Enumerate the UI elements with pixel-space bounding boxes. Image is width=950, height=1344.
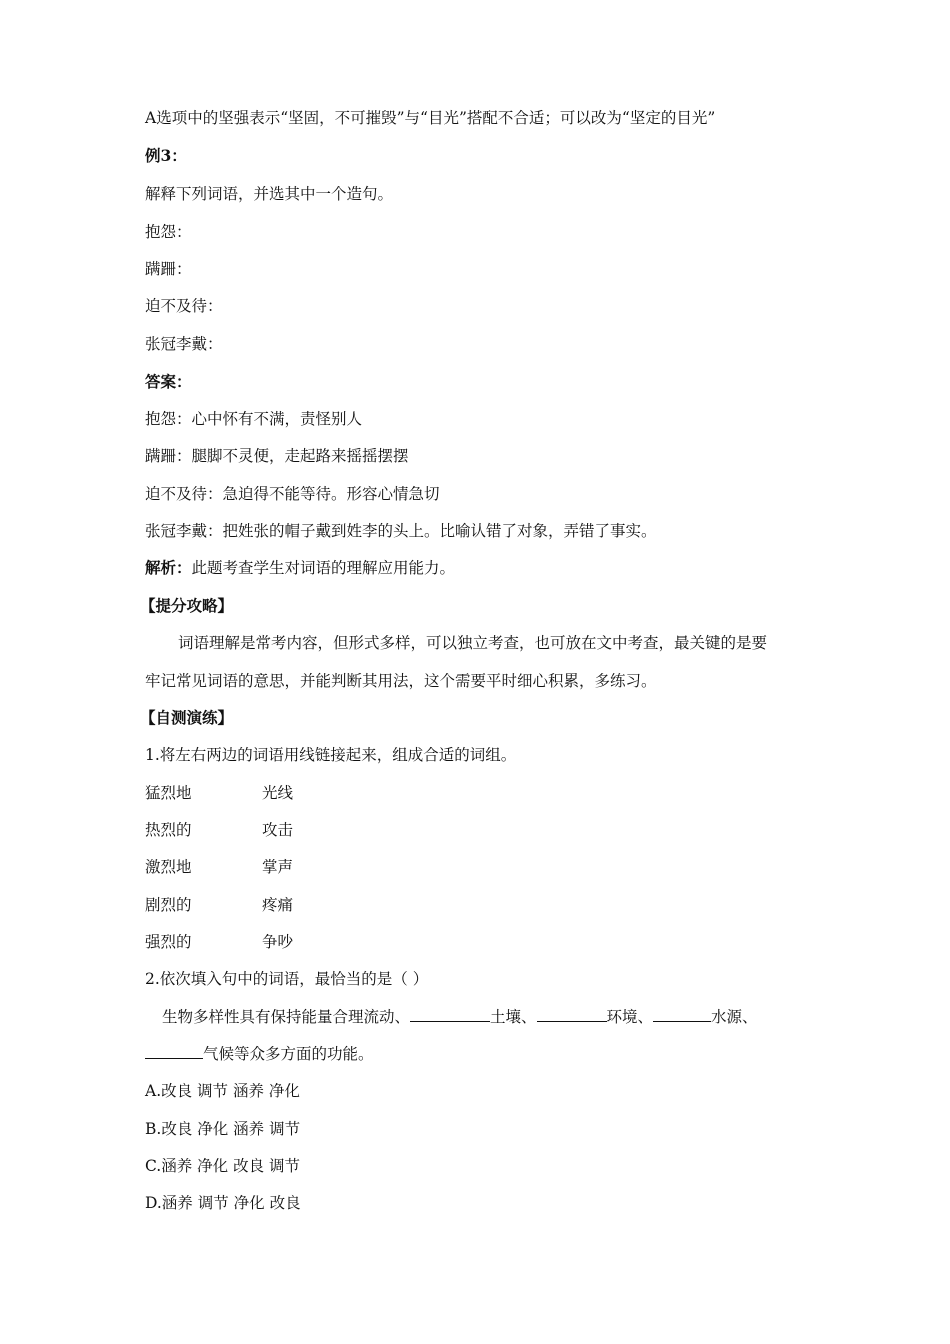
- fill-blank-sentence: 生物多样性具有保持能量合理流动、 土壤、 环境、 水源、: [162, 1008, 758, 1026]
- paragraph-line: 词语理解是常考内容，但形式多样，可以独立考查，也可放在文中考查，最关键的是要: [178, 634, 768, 652]
- answer-line: 张冠李戴：把姓张的帽子戴到姓李的头上。比喻认错了对象，弄错了事实。: [145, 522, 657, 540]
- fill-blank-sentence: 气候等众多方面的功能。: [145, 1044, 374, 1064]
- match-left: 剧烈的: [145, 896, 192, 914]
- option-a[interactable]: A.改良 调节 涵养 净化: [145, 1082, 300, 1100]
- match-row: [145, 857, 294, 877]
- term-line: 张冠李戴：: [145, 335, 223, 353]
- answer-blank[interactable]: [410, 1007, 490, 1022]
- option-d[interactable]: D.涵养 调节 净化 改良: [145, 1194, 301, 1212]
- match-row: [145, 783, 294, 803]
- analysis-line: [145, 558, 455, 578]
- match-right: 掌声: [262, 858, 294, 876]
- term-line: 迫不及待：: [145, 297, 223, 315]
- option-b[interactable]: B.改良 净化 涵养 调节: [145, 1120, 301, 1138]
- answer-blank[interactable]: [537, 1007, 607, 1022]
- text-line: A选项中的坚强表示“坚固，不可摧毁”与“目光”搭配不合适；可以改为“坚定的目光”: [145, 109, 716, 127]
- match-right: 疼痛: [262, 896, 294, 914]
- match-left: 猛烈地: [145, 784, 192, 802]
- match-right: 光线: [262, 784, 294, 802]
- answer-line: 蹒跚：腿脚不灵便，走起路来摇摇摆摆: [145, 447, 409, 465]
- match-right: 攻击: [262, 821, 294, 839]
- match-left: 激烈地: [145, 858, 192, 876]
- option-c[interactable]: C.涵养 净化 改良 调节: [145, 1157, 301, 1175]
- analysis-text: 此题考查学生对词语的理解应用能力。: [191, 559, 456, 577]
- term-line: 蹒跚：: [145, 260, 192, 278]
- match-left: 热烈的: [145, 821, 192, 839]
- match-left: 强烈的: [145, 933, 192, 951]
- answer-line: 抱怨：心中怀有不满，责怪别人: [145, 410, 363, 428]
- match-row: [145, 820, 294, 840]
- exercise-prompt: 1.将左右两边的词语用线链接起来，组成合适的词组。: [145, 746, 517, 764]
- term-line: 抱怨：: [145, 223, 192, 241]
- answer-heading: 答案：: [145, 372, 192, 391]
- answer-blank[interactable]: [653, 1007, 711, 1022]
- section-heading: 【提分攻略】: [140, 596, 234, 615]
- example-heading: 例3：: [145, 146, 187, 165]
- paragraph-line: 牢记常见词语的意思，并能判断其用法，这个需要平时细心积累，多练习。: [145, 672, 657, 690]
- match-right: 争吵: [262, 933, 294, 951]
- match-row: [145, 932, 294, 952]
- answer-blank[interactable]: [145, 1044, 203, 1059]
- section-heading: 【自测演练】: [140, 708, 234, 727]
- match-row: [145, 895, 294, 915]
- analysis-label: 解析：: [145, 558, 192, 577]
- answer-line: 迫不及待：急迫得不能等待。形容心情急切: [145, 485, 440, 503]
- exercise-prompt: 2.依次填入句中的词语，最恰当的是（ ）: [145, 970, 429, 988]
- question-prompt: 解释下列词语，并选其中一个造句。: [145, 185, 394, 203]
